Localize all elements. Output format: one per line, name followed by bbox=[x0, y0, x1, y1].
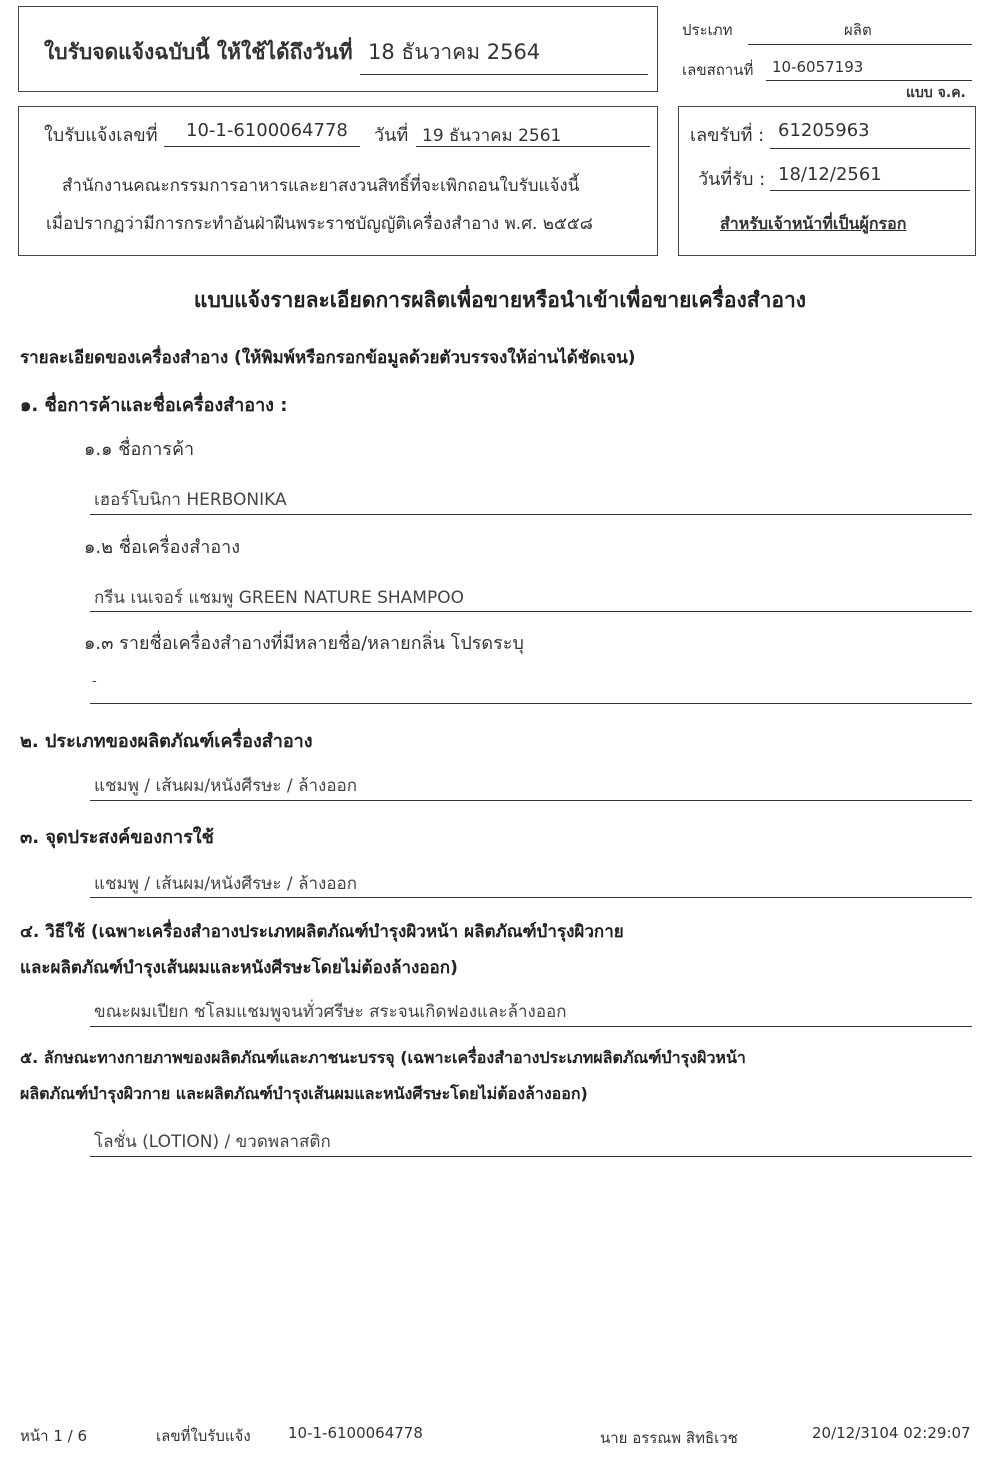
footer-timestamp: 20/12/3104 02:29:07 bbox=[812, 1424, 971, 1442]
form-title: แบบแจ้งรายละเอียดการผลิตเพื่อขายหรือนำเข้าเพื่อขายเครื่องสำอาง bbox=[193, 288, 807, 312]
section-4-line bbox=[90, 1026, 972, 1027]
section-2-value: แชมพู / เส้นผม/หนังศีรษะ / ล้างออก bbox=[94, 776, 358, 796]
receipt-number-line bbox=[164, 146, 360, 147]
receipt-notice-2: เมื่อปรากฏว่ามีการกระทำอันฝ่าฝืนพระราชบัญญัติเครื่องสำอาง พ.ศ. ๒๕๕๘ bbox=[46, 214, 593, 234]
section-4-title-2: และผลิตภัณฑ์บำรุงเส้นผมและหนังศีรษะโดยไม่ต้องล้างออก) bbox=[20, 958, 458, 978]
section-2-line bbox=[90, 800, 972, 801]
section-3-line bbox=[90, 897, 972, 898]
site-line bbox=[766, 80, 972, 81]
section-5-line bbox=[90, 1156, 972, 1157]
receipt-date-line bbox=[416, 146, 650, 147]
officer-recv-date-value: 18/12/2561 bbox=[778, 164, 882, 185]
validity-date: 18 ธันวาคม 2564 bbox=[368, 40, 541, 64]
officer-recv-no-label: เลขรับที่ : bbox=[690, 125, 765, 146]
receipt-date-label: วันที่ bbox=[374, 125, 409, 146]
type-label: ประเภท bbox=[682, 21, 733, 39]
section-1-3-line bbox=[90, 703, 972, 704]
footer-receipt-value: 10-1-6100064778 bbox=[288, 1424, 423, 1442]
details-heading: รายละเอียดของเครื่องสำอาง (ให้พิมพ์หรือกรอกข้อมูลด้วยตัวบรรจงให้อ่านได้ชัดเจน) bbox=[20, 348, 636, 368]
section-3-title: ๓. จุดประสงค์ของการใช้ bbox=[20, 827, 214, 848]
section-1-2-line bbox=[90, 611, 972, 612]
validity-date-line bbox=[360, 74, 648, 75]
section-2-title: ๒. ประเภทของผลิตภัณฑ์เครื่องสำอาง bbox=[20, 731, 313, 752]
officer-recv-date-line bbox=[770, 190, 970, 191]
section-3-value: แชมพู / เส้นผม/หนังศีรษะ / ล้างออก bbox=[94, 874, 358, 894]
section-5-value: โลชั่น (LOTION) / ขวดพลาสติก bbox=[94, 1132, 331, 1152]
section-5-title-1: ๕. ลักษณะทางกายภาพของผลิตภัณฑ์และภาชนะบรรจุ (เฉพาะเครื่องสำอางประเภทผลิตภัณฑ์บำรุงผิวหน้า bbox=[20, 1048, 746, 1067]
validity-label: ใบรับจดแจ้งฉบับนี้ ให้ใช้ได้ถึงวันที่ bbox=[44, 40, 353, 64]
officer-recv-no-value: 61205963 bbox=[778, 120, 870, 141]
type-line bbox=[748, 44, 972, 45]
officer-note: สำหรับเจ้าหน้าที่เป็นผู้กรอก bbox=[720, 214, 907, 233]
site-label: เลขสถานที่ bbox=[682, 61, 754, 79]
type-value: ผลิต bbox=[844, 21, 872, 39]
section-1-3-label: ๑.๓ รายชื่อเครื่องสำอางที่มีหลายชื่อ/หลายกลิ่น โปรดระบุ bbox=[84, 633, 524, 654]
section-4-value: ขณะผมเปียก ชโลมแชมพูจนทั่วศรีษะ สระจนเกิดฟองและล้างออก bbox=[94, 1002, 567, 1022]
footer-page: หน้า 1 / 6 bbox=[20, 1427, 88, 1445]
officer-recv-date-label: วันที่รับ : bbox=[698, 169, 766, 190]
section-1-2-label: ๑.๒ ชื่อเครื่องสำอาง bbox=[84, 537, 241, 558]
footer-person: นาย อรรณพ สิทธิเวช bbox=[600, 1429, 738, 1447]
receipt-number-label: ใบรับแจ้งเลขที่ bbox=[44, 125, 158, 146]
section-1-3-value: - bbox=[92, 674, 97, 689]
section-1-1-line bbox=[90, 514, 972, 515]
section-4-title-1: ๔. วิธีใช้ (เฉพาะเครื่องสำอางประเภทผลิตภัณฑ์บำรุงผิวหน้า ผลิตภัณฑ์บำรุงผิวกาย bbox=[20, 922, 624, 942]
footer-receipt-label: เลขที่ใบรับแจ้ง bbox=[156, 1427, 251, 1445]
section-1-1-label: ๑.๑ ชื่อการค้า bbox=[84, 439, 195, 460]
receipt-notice-1: สำนักงานคณะกรรมการอาหารและยาสงวนสิทธิ์ที่จะเพิกถอนใบรับแจ้งนี้ bbox=[62, 176, 580, 196]
site-value: 10-6057193 bbox=[772, 58, 864, 76]
section-5-title-2: ผลิตภัณฑ์บำรุงผิวกาย และผลิตภัณฑ์บำรุงเส้นผมและหนังศีรษะโดยไม่ต้องล้างออก) bbox=[20, 1084, 588, 1103]
section-1-2-value: กรีน เนเจอร์ แชมพู GREEN NATURE SHAMPOO bbox=[94, 588, 464, 608]
section-1-title: ๑. ชื่อการค้าและชื่อเครื่องสำอาง : bbox=[20, 395, 288, 416]
receipt-date-value: 19 ธันวาคม 2561 bbox=[422, 126, 562, 146]
form-code: แบบ จ.ค. bbox=[906, 85, 966, 101]
section-1-1-value: เฮอร์โบนิกา HERBONIKA bbox=[94, 490, 287, 510]
officer-recv-no-line bbox=[770, 148, 970, 149]
receipt-number-value: 10-1-6100064778 bbox=[186, 120, 348, 141]
